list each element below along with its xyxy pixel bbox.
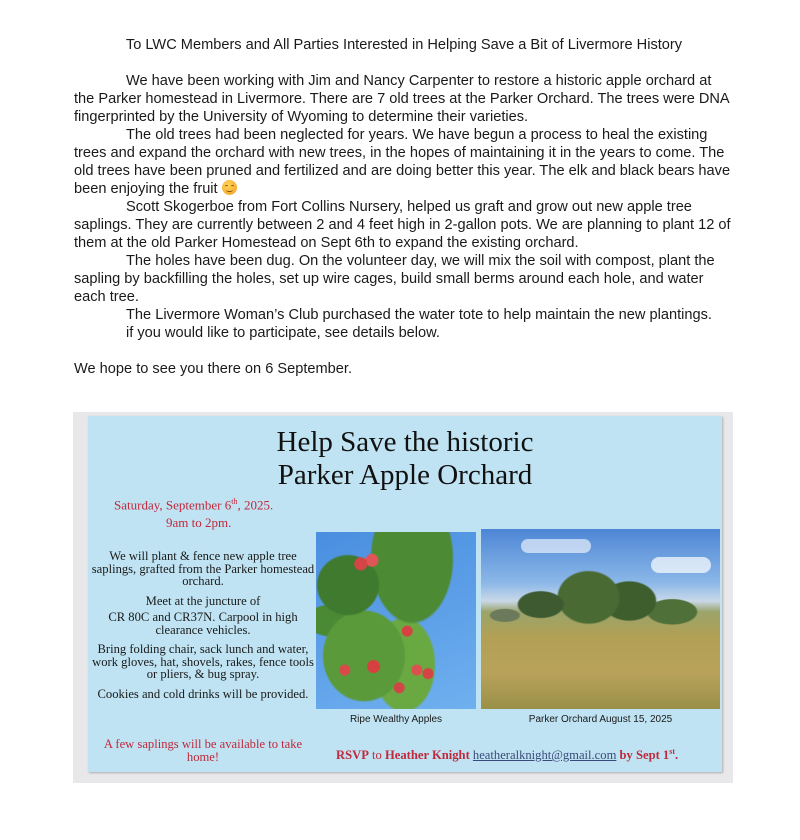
rsvp-to: to [368,748,385,763]
event-date-year: , 2025. [237,497,274,513]
rsvp-name: Heather Knight [384,748,470,763]
detail-meet: Meet at the juncture of [145,593,261,608]
rsvp-email-link[interactable]: heatheralknight@gmail.com [472,748,617,763]
rsvp-deadline-sup: st [669,747,675,756]
detail-refreshments: Cookies and cold drinks will be provided. [97,686,309,701]
rsvp-deadline-text: by Sept 1 [616,748,670,763]
orchard-photo [481,529,720,709]
apples-photo [316,532,476,709]
event-details [90,550,316,707]
paragraph-neglected-text: The old trees had been neglected for years. We have begun a process to heal the existing trees and expand the orchard with new trees, in the hopes of maintaining it in the years to come. The old trees have been pruned and fertilized and are doing better this year. The elk and black bears have been enjoying the fruit [74,127,731,197]
flyer-title-line1: Help Save the historic [276,426,534,458]
paragraph-holes: The holes have been dug. On the volunteer day, we will mix the soil with compost, plant the sapling by backfilling the holes, set up wire cages, build small berms around each hole, and water each tree. [74,253,715,305]
detail-plant: We will plant & fence new apple tree saplings, grafted from the Parker homestead orchard. [91,549,315,588]
letter-body [74,36,734,393]
event-date [114,497,273,513]
rsvp-deadline [616,748,678,762]
event-date-text: Saturday, September 6 [114,497,232,513]
paragraph-participate: if you would like to participate, see details below. [126,325,440,341]
paragraph-water-tote: The Livermore Woman’s Club purchased the water tote to help maintain the new plantings. [126,307,712,323]
detail-location: CR 80C and CR37N. Carpool in high clearance vehicles. [108,610,298,637]
rsvp-line [336,747,678,763]
closing-line: We hope to see you there on 6 September. [74,361,353,377]
apples-photo-caption: Ripe Wealthy Apples [349,714,443,725]
orchard-photo-caption: Parker Orchard August 15, 2025 [528,714,673,725]
paragraph-restore: We have been working with Jim and Nancy Carpenter to restore a historic apple orchard at the Parker homestead in Livermore. There are 7 old trees at the Parker Orchard. The trees were DNA fingerprinted by the University of Wyoming to determine their varieties. [74,73,729,125]
event-date-sup: th [231,497,238,506]
paragraph-neglected [74,126,734,198]
flyer-title [88,426,722,492]
event-flyer [88,416,722,772]
letter-heading: To LWC Members and All Parties Interested in Helping Save a Bit of Livermore History [125,37,683,53]
sapling-giveaway-note: A few saplings will be available to take home! [103,737,303,764]
detail-bring: Bring folding chair, sack lunch and water, work gloves, hat, shovels, rakes, fence tools or pliers, & bug spray. [92,642,314,681]
paragraph-saplings: Scott Skogerboe from Fort Collins Nursery, helped us graft and grow out new apple tree saplings. They are currently between 2 and 4 feet high in 2-gallon pots. We are planning to plant 12 of them at the old Parker Homestead on Sept 6th to expand the existing orchard. [74,199,731,251]
rsvp-deadline-end: . [675,748,679,763]
event-time: 9am to 2pm. [166,515,232,530]
rsvp-label: RSVP [336,748,369,763]
smiling-face-icon [222,180,237,195]
flyer-title-line2: Parker Apple Orchard [277,459,533,491]
